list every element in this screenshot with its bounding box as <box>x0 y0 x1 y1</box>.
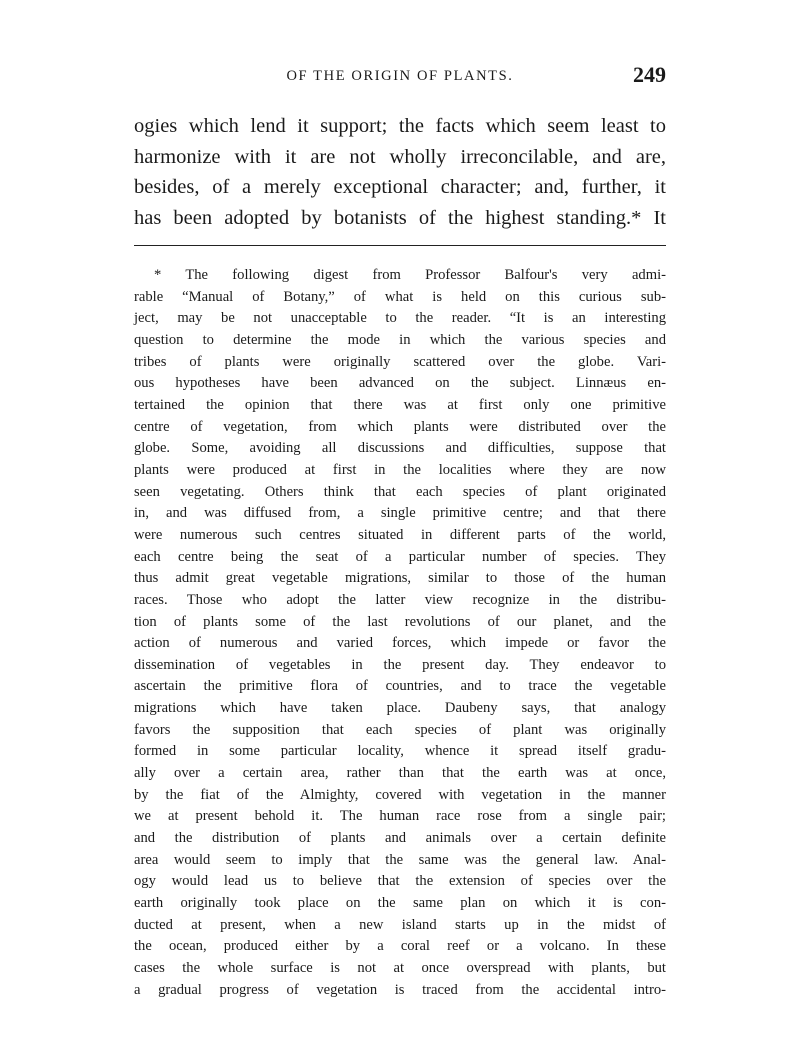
footnote <box>134 265 666 1001</box>
footnote-line: by the fiat of the Almighty, covered with vegetation in the manner <box>134 786 666 803</box>
footnote-line: in, and was diffused from, a single primitive centre; and that there <box>134 505 666 522</box>
footnote-line: tion of plants some of the last revolutions of our planet, and the <box>134 613 666 630</box>
footnote-line: thus admit great vegetable migrations, similar to those of the human <box>134 570 666 587</box>
footnote-line: earth originally took place on the same plan on which it is con- <box>134 895 666 912</box>
footnote-line: ject, may be not unacceptable to the reader. “It is an interesting <box>134 310 666 327</box>
running-head <box>134 62 666 92</box>
footnote-line: globe. Some, avoiding all discussions and difficulties, suppose that <box>134 440 666 457</box>
running-title: OF THE ORIGIN OF PLANTS. <box>286 68 514 84</box>
main-text <box>134 111 666 233</box>
footnote-line: tertained the opinion that there was at first only one primitive <box>134 396 666 413</box>
footnote-line: each centre being the seat of a particular number of species. They <box>134 548 666 565</box>
footnote-line: tribes of plants were originally scattered over the globe. Vari- <box>134 353 666 370</box>
footnote-line: a gradual progress of vegetation is traced from the accidental intro- <box>134 981 666 998</box>
footnote-line: seen vegetating. Others think that each species of plant originated <box>134 483 666 500</box>
footnote-line: were numerous such centres situated in different parts of the world, <box>134 526 666 543</box>
footnote-line: ogy would lead us to believe that the extension of species over the <box>134 873 666 890</box>
page-number: 249 <box>633 62 666 87</box>
footnote-line: and the distribution of plants and animals over a certain definite <box>134 830 666 847</box>
footnote-line: ascertain the primitive flora of countries, and to trace the vegetable <box>134 678 666 695</box>
footnote-divider <box>134 245 666 246</box>
footnote-line: centre of vegetation, from which plants were distributed over the <box>134 418 666 435</box>
footnote-line: the ocean, produced either by a coral reef or a volcano. In these <box>134 938 666 955</box>
main-text-line: ogies which lend it support; the facts which seem least to <box>134 115 666 137</box>
footnote-line: cases the whole surface is not at once overspread with plants, but <box>134 960 666 976</box>
footnote-line: ous hypotheses have been advanced on the subject. Linnæus en- <box>134 375 666 392</box>
footnote-line: * The following digest from Professor Balfour's very admi- <box>154 267 666 283</box>
footnote-line: question to determine the mode in which the various species and <box>134 331 666 348</box>
footnote-line: dissemination of vegetables in the present day. They endeavor to <box>134 656 666 673</box>
main-text-line: harmonize with it are not wholly irreconcilable, and are, <box>134 145 666 168</box>
footnote-line: area would seem to imply that the same was the general law. Anal- <box>134 851 666 868</box>
footnote-line: ally over a certain area, rather than that the earth was at once, <box>134 765 666 782</box>
footnote-line: migrations which have taken place. Daubeny says, that analogy <box>134 700 666 717</box>
footnote-line: plants were produced at first in the localities where they are now <box>134 461 666 478</box>
footnote-line: we at present behold it. The human race rose from a single pair; <box>134 808 666 825</box>
footnote-line: races. Those who adopt the latter view recognize in the distribu- <box>134 591 666 608</box>
footnote-line: formed in some particular locality, whence it spread itself gradu- <box>134 743 666 760</box>
footnote-line: rable “Manual of Botany,” of what is held on this curious sub- <box>134 288 666 305</box>
main-text-line: besides, of a merely exceptional character; and, further, it <box>134 176 666 198</box>
footnote-line: action of numerous and varied forces, which impede or favor the <box>134 635 666 652</box>
footnote-line: ducted at present, when a new island starts up in the midst of <box>134 916 666 933</box>
footnote-line: favors the supposition that each species of plant was originally <box>134 721 666 738</box>
main-text-line: has been adopted by botanists of the highest standing.* It <box>134 206 666 229</box>
